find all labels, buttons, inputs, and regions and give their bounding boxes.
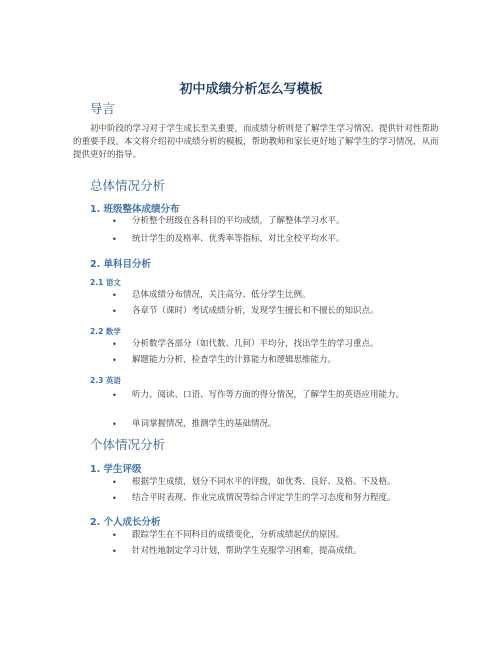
list-item: • 听力、阅读、口语、写作等方面的得分情况，了解学生的英语应用能力。 bbox=[112, 390, 405, 400]
bullet-icon: • bbox=[112, 235, 117, 244]
overall-heading: 总体情况分析 bbox=[90, 178, 166, 193]
english-heading: 2.3 英语 bbox=[90, 376, 121, 385]
bullet-icon: • bbox=[112, 340, 117, 349]
bullet-icon: • bbox=[112, 391, 117, 400]
list-item: • 分析数学各部分（如代数、几何）平均分，找出学生的学习重点。 bbox=[112, 339, 379, 349]
list-item: • 结合平时表现、作业完成情况等综合评定学生的学习态度和努力程度。 bbox=[112, 493, 396, 503]
bullet-icon: • bbox=[112, 494, 117, 503]
list-item: • 总体成绩分布情况，关注高分、低分学生比例。 bbox=[112, 290, 311, 300]
bullet-icon: • bbox=[112, 531, 117, 540]
bullet-icon: • bbox=[112, 356, 117, 365]
list-item: • 针对性地制定学习计划，帮助学生克服学习困难，提高成绩。 bbox=[112, 546, 362, 556]
list-item: • 单词掌握情况，推测学生的基础情况。 bbox=[112, 419, 277, 429]
single-subject-heading: 2. 单科目分析 bbox=[90, 259, 152, 270]
bullet-icon: • bbox=[112, 217, 117, 226]
list-item: • 解题能力分析，检查学生的计算能力和逻辑思维能力。 bbox=[112, 355, 337, 365]
intro-heading: 导言 bbox=[90, 101, 116, 116]
bullet-icon: • bbox=[112, 307, 117, 316]
student-rating-heading: 1. 学生评级 bbox=[90, 464, 142, 475]
individual-heading: 个体情况分析 bbox=[90, 437, 166, 452]
list-item: • 根据学生成绩，划分不同水平的评级，如优秀、良好、及格、不及格。 bbox=[112, 477, 396, 487]
math-heading: 2.2 数学 bbox=[90, 327, 121, 336]
list-item: • 统计学生的及格率、优秀率等指标，对比全校平均水平。 bbox=[112, 234, 345, 244]
document-title: 初中成绩分析怎么写模板 bbox=[179, 82, 323, 97]
chinese-heading: 2.1 语文 bbox=[90, 278, 121, 287]
list-item: • 各章节（课时）考试成绩分析，发现学生擅长和不擅长的知识点。 bbox=[112, 306, 379, 316]
list-item: • 跟踪学生在不同科目的成绩变化，分析成绩起伏的原因。 bbox=[112, 530, 345, 540]
intro-paragraph: 初中阶段的学习对于学生成长至关重要，而成绩分析则是了解学生学习情况、提供针对性帮助的重要手段。本文将介绍初中成绩分析的模板，帮助教师和家长更好地了解学生的学习情况，从而提供更好的指导。 bbox=[73, 124, 439, 160]
list-item: • 分析整个班级在各科目的平均成绩，了解整体学习水平。 bbox=[112, 216, 345, 226]
personal-growth-heading: 2. 个人成长分析 bbox=[90, 517, 161, 528]
bullet-icon: • bbox=[112, 420, 117, 429]
bullet-icon: • bbox=[112, 547, 117, 556]
class-distribution-heading: 1. 班级整体成绩分布 bbox=[90, 204, 180, 215]
bullet-icon: • bbox=[112, 478, 117, 487]
bullet-icon: • bbox=[112, 291, 117, 300]
